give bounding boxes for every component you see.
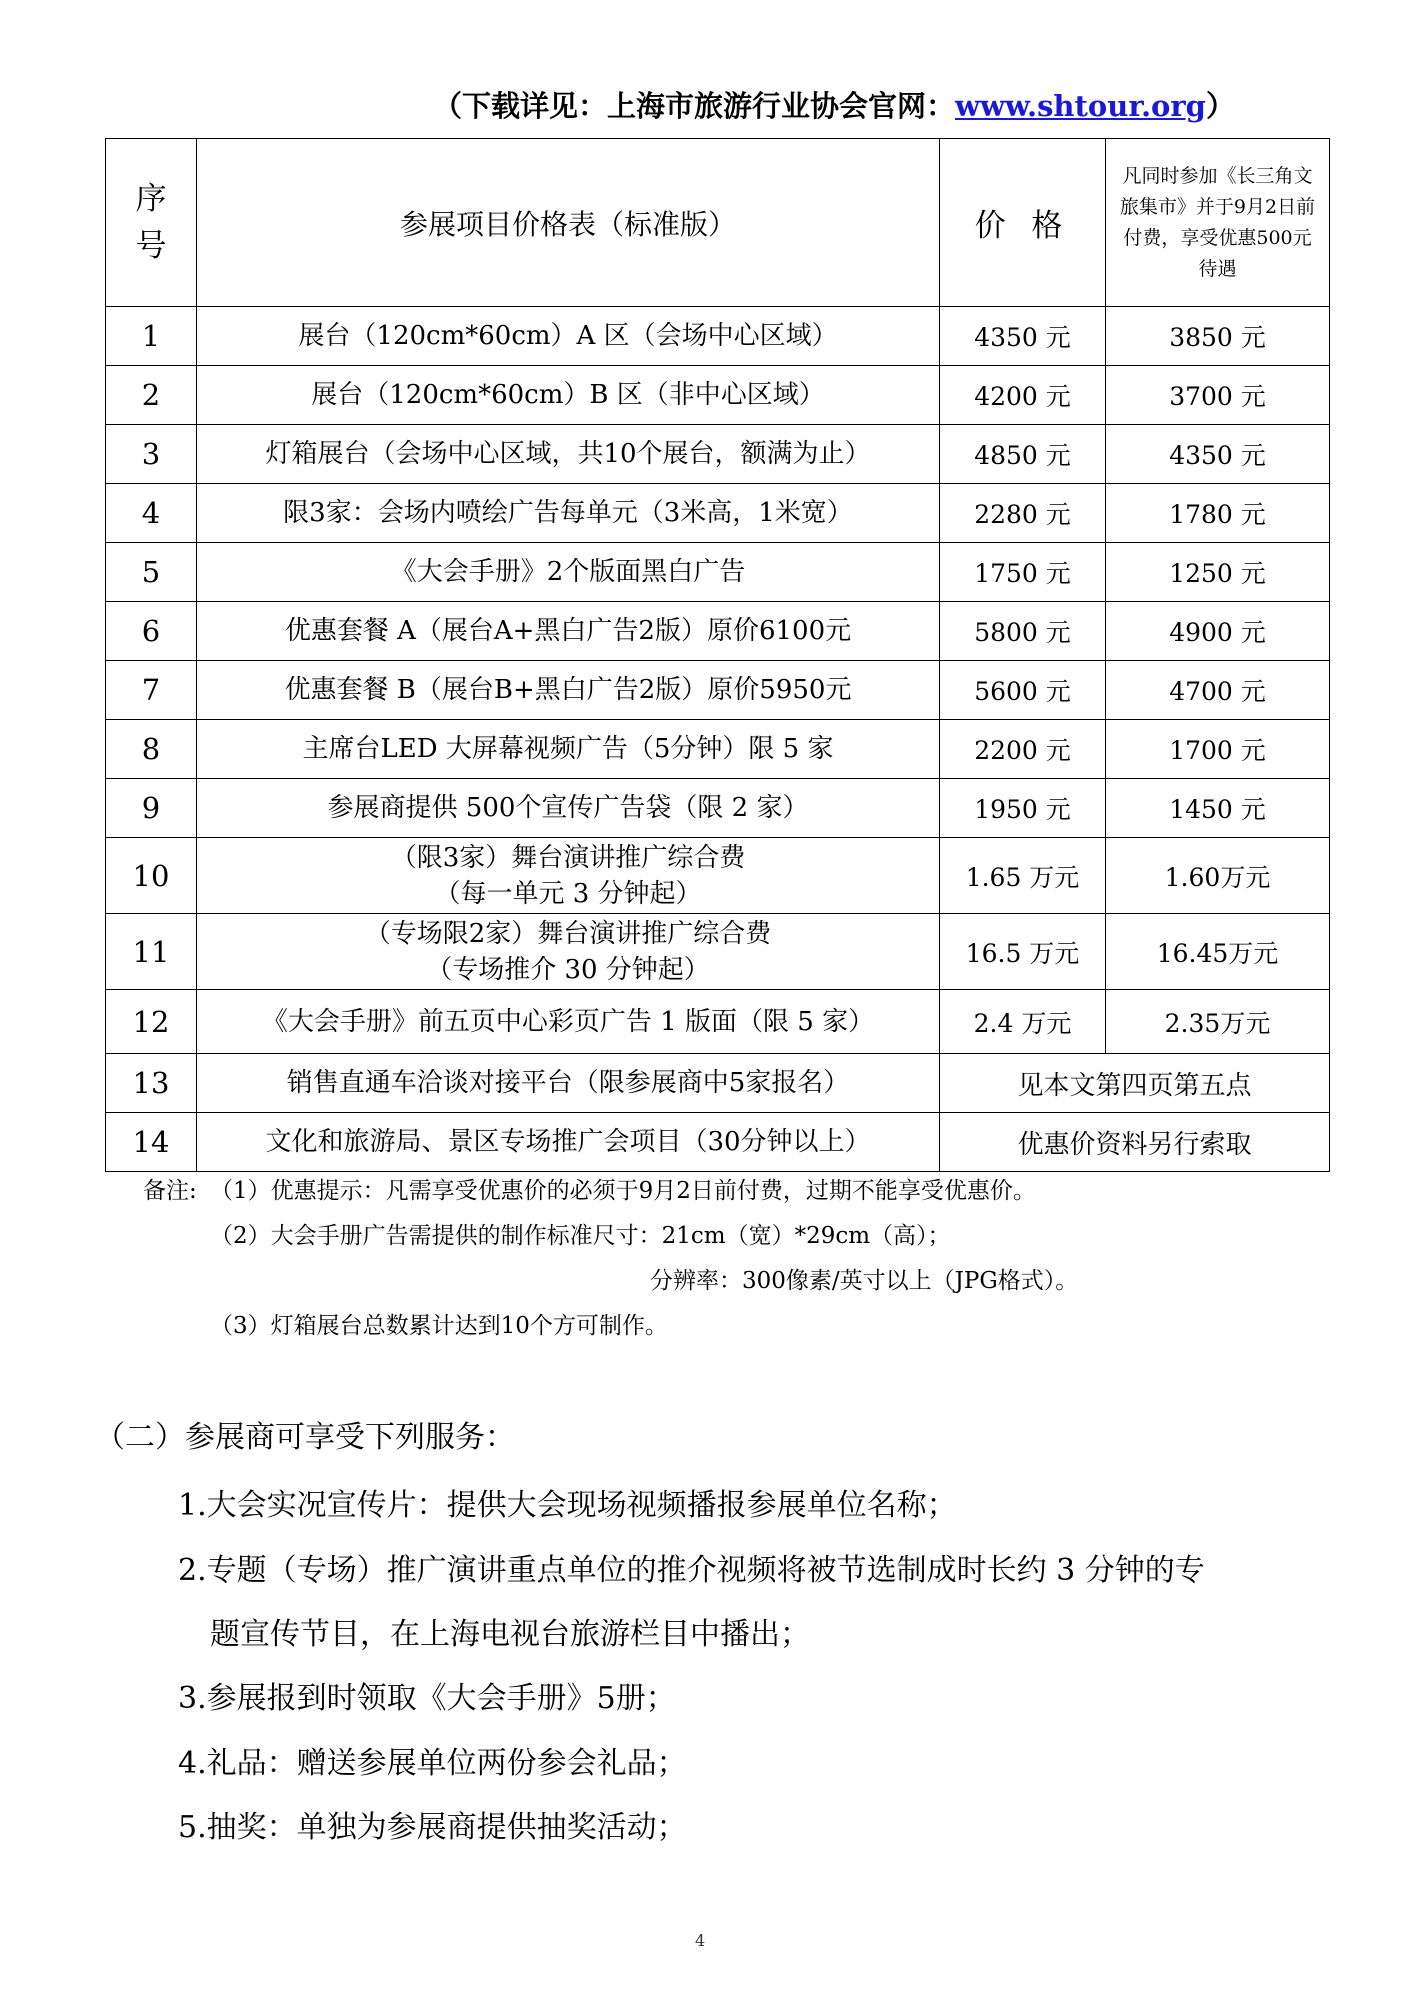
row-price: 4350 元 xyxy=(940,307,1106,366)
service-item: 5.抽奖：单独为参展商提供抽奖活动； xyxy=(178,1810,687,1845)
row-item: 《大会手册》前五页中心彩页广告 1 版面（限 5 家） xyxy=(197,990,940,1054)
table-row xyxy=(106,990,1330,1054)
notes-label: 备注: xyxy=(143,1178,197,1204)
row-no: 7 xyxy=(106,661,197,720)
table-row xyxy=(106,720,1330,779)
row-price: 5800 元 xyxy=(940,602,1106,661)
table-row xyxy=(106,425,1330,484)
row-merged-price: 见本文第四页第五点 xyxy=(940,1054,1330,1113)
row-no: 13 xyxy=(106,1054,197,1113)
table-row xyxy=(106,602,1330,661)
row-price: 1.65 万元 xyxy=(940,838,1106,914)
row-item: （限3家）舞台演讲推广综合费 （每一单元 3 分钟起） xyxy=(197,838,940,914)
row-no: 1 xyxy=(106,307,197,366)
table-row xyxy=(106,838,1330,914)
row-item: 展台（120cm*60cm）A 区（会场中心区域） xyxy=(197,307,940,366)
row-no: 9 xyxy=(106,779,197,838)
row-discount: 2.35万元 xyxy=(1106,990,1330,1054)
row-item: 优惠套餐 B（展台B+黑白广告2版）原价5950元 xyxy=(197,661,940,720)
row-discount: 3850 元 xyxy=(1106,307,1330,366)
table-row xyxy=(106,1054,1330,1113)
note-3: （3）灯箱展台总数累计达到10个方可制作。 xyxy=(210,1313,668,1339)
header-seq: 序 号 xyxy=(106,139,197,307)
table-row xyxy=(106,661,1330,720)
row-item: 销售直通车洽谈对接平台（限参展商中5家报名） xyxy=(197,1054,940,1113)
header-item: 参展项目价格表（标准版） xyxy=(197,139,940,307)
row-discount: 3700 元 xyxy=(1106,366,1330,425)
row-price: 16.5 万元 xyxy=(940,914,1106,990)
row-no: 11 xyxy=(106,914,197,990)
header-discount: 凡同时参加《长三角文 旅集市》并于9月2日前 付费，享受优惠500元 待遇 xyxy=(1106,139,1330,307)
header-price: 价 格 xyxy=(940,139,1106,307)
row-no: 2 xyxy=(106,366,197,425)
row-discount: 16.45万元 xyxy=(1106,914,1330,990)
row-no: 8 xyxy=(106,720,197,779)
row-no: 3 xyxy=(106,425,197,484)
row-no: 5 xyxy=(106,543,197,602)
row-price: 1750 元 xyxy=(940,543,1106,602)
table-row xyxy=(106,484,1330,543)
row-no: 6 xyxy=(106,602,197,661)
row-discount: 1250 元 xyxy=(1106,543,1330,602)
row-price: 2200 元 xyxy=(940,720,1106,779)
row-discount: 1780 元 xyxy=(1106,484,1330,543)
services-title: （二）参展商可享受下列服务： xyxy=(95,1420,515,1455)
row-item: 文化和旅游局、景区专场推广会项目（30分钟以上） xyxy=(197,1113,940,1172)
table-header-row xyxy=(106,139,1330,307)
website-link[interactable]: www.shtour.org xyxy=(955,89,1206,123)
service-item: 4.礼品：赠送参展单位两份参会礼品； xyxy=(178,1746,687,1781)
row-item: 主席台LED 大屏幕视频广告（5分钟）限 5 家 xyxy=(197,720,940,779)
row-no: 4 xyxy=(106,484,197,543)
table-row xyxy=(106,307,1330,366)
service-item: 2.专题（专场）推广演讲重点单位的推介视频将被节选制成时长约 3 分钟的专 xyxy=(178,1553,1205,1588)
row-price: 1950 元 xyxy=(940,779,1106,838)
row-no: 10 xyxy=(106,838,197,914)
note-2: （2）大会手册广告需提供的制作标准尺寸：21cm（宽）*29cm（高）； xyxy=(210,1223,951,1249)
row-price: 4850 元 xyxy=(940,425,1106,484)
row-item: 展台（120cm*60cm）B 区（非中心区域） xyxy=(197,366,940,425)
row-item: 灯箱展台（会场中心区域，共10个展台，额满为止） xyxy=(197,425,940,484)
row-no: 12 xyxy=(106,990,197,1054)
row-no: 14 xyxy=(106,1113,197,1172)
row-item: 限3家：会场内喷绘广告每单元（3米高，1米宽） xyxy=(197,484,940,543)
row-discount: 1450 元 xyxy=(1106,779,1330,838)
row-item: 优惠套餐 A（展台A+黑白广告2版）原价6100元 xyxy=(197,602,940,661)
service-item-continued: 题宣传节目，在上海电视台旅游栏目中播出； xyxy=(210,1617,810,1652)
header-text: （下载详见：上海市旅游行业协会官网： xyxy=(433,89,956,123)
row-discount: 1700 元 xyxy=(1106,720,1330,779)
download-header xyxy=(0,84,1411,134)
row-price: 5600 元 xyxy=(940,661,1106,720)
row-item: 参展商提供 500个宣传广告袋（限 2 家） xyxy=(197,779,940,838)
page-number: 4 xyxy=(695,1931,706,1950)
header-close: ） xyxy=(1205,89,1235,123)
service-item: 1.大会实况宣传片：提供大会现场视频播报参展单位名称； xyxy=(178,1488,957,1523)
table-row xyxy=(106,779,1330,838)
note-1: （1）优惠提示：凡需享受优惠价的必须于9月2日前付费，过期不能享受优惠价。 xyxy=(210,1178,1036,1204)
row-price: 2280 元 xyxy=(940,484,1106,543)
note-2-resolution: 分辨率：300像素/英寸以上（JPG格式）。 xyxy=(650,1268,1079,1294)
price-table xyxy=(105,138,1330,1172)
row-item: 《大会手册》2个版面黑白广告 xyxy=(197,543,940,602)
row-discount: 4700 元 xyxy=(1106,661,1330,720)
row-merged-price: 优惠价资料另行索取 xyxy=(940,1113,1330,1172)
service-item: 3.参展报到时领取《大会手册》5册； xyxy=(178,1681,676,1716)
row-item: （专场限2家）舞台演讲推广综合费 （专场推介 30 分钟起） xyxy=(197,914,940,990)
table-row xyxy=(106,914,1330,990)
table-row xyxy=(106,1113,1330,1172)
table-row xyxy=(106,366,1330,425)
table-row xyxy=(106,543,1330,602)
row-discount: 1.60万元 xyxy=(1106,838,1330,914)
row-price: 4200 元 xyxy=(940,366,1106,425)
row-discount: 4900 元 xyxy=(1106,602,1330,661)
row-price: 2.4 万元 xyxy=(940,990,1106,1054)
row-discount: 4350 元 xyxy=(1106,425,1330,484)
